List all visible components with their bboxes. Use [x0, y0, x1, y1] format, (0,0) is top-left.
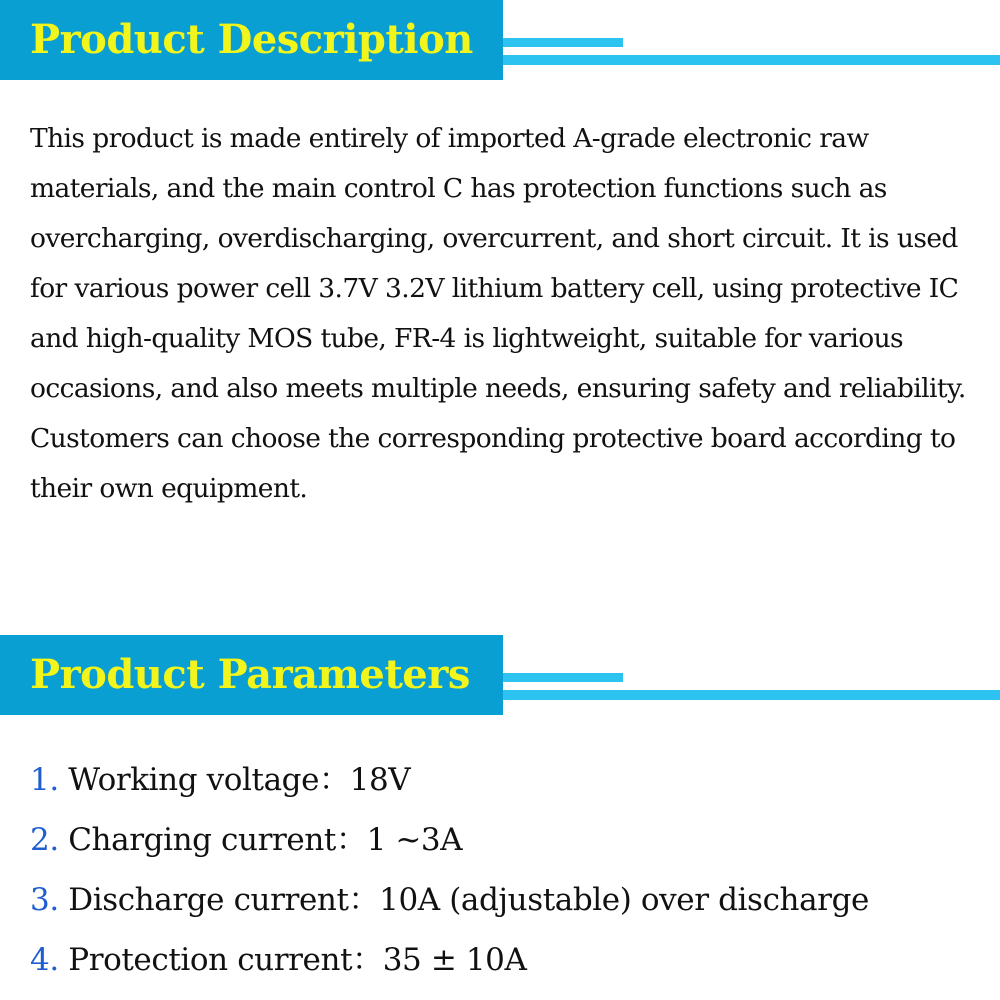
parameter-number: 3. [30, 882, 59, 918]
parameters-title: Product Parameters [30, 651, 470, 698]
description-body: This product is made entirely of imported A-grade electronic raw materials, and the main control C has protection functions such as overcharging, overdischarging, overcurrent, and short circuit. It is used for various power cell 3.7V 3.2V lithium battery cell, using protective IC and high-quality MOS tube, FR-4 is lightweight, suitable for various occasions, and also meets multiple needs, ensuring safety and reliability. Customers can choose the corresponding protective board according to their own equipment. [30, 123, 966, 504]
parameter-item-working-voltage [30, 752, 869, 812]
parameter-text: Working voltage：18V [58, 762, 411, 798]
parameter-text: Protection current：35 ± 10A [58, 942, 527, 978]
description-header [0, 0, 1000, 80]
parameter-number: 1. [30, 762, 59, 798]
parameter-item-discharge-current [30, 872, 869, 932]
parameters-list [30, 752, 869, 992]
description-accent-line-short [503, 38, 623, 47]
parameters-header [0, 635, 1000, 715]
parameters-accent-line-short [503, 673, 623, 682]
parameter-number: 2. [30, 822, 59, 858]
description-accent-line-long [503, 55, 1000, 65]
parameter-number: 4. [30, 942, 59, 978]
parameters-accent-line-long [503, 690, 1000, 700]
description-title: Product Description [30, 16, 473, 63]
parameter-text: Discharge current：10A (adjustable) over discharge [58, 882, 869, 918]
parameter-text: Charging current：1 ~3A [58, 822, 463, 858]
parameter-item-protection-current [30, 932, 869, 992]
parameter-item-charging-current [30, 812, 869, 872]
